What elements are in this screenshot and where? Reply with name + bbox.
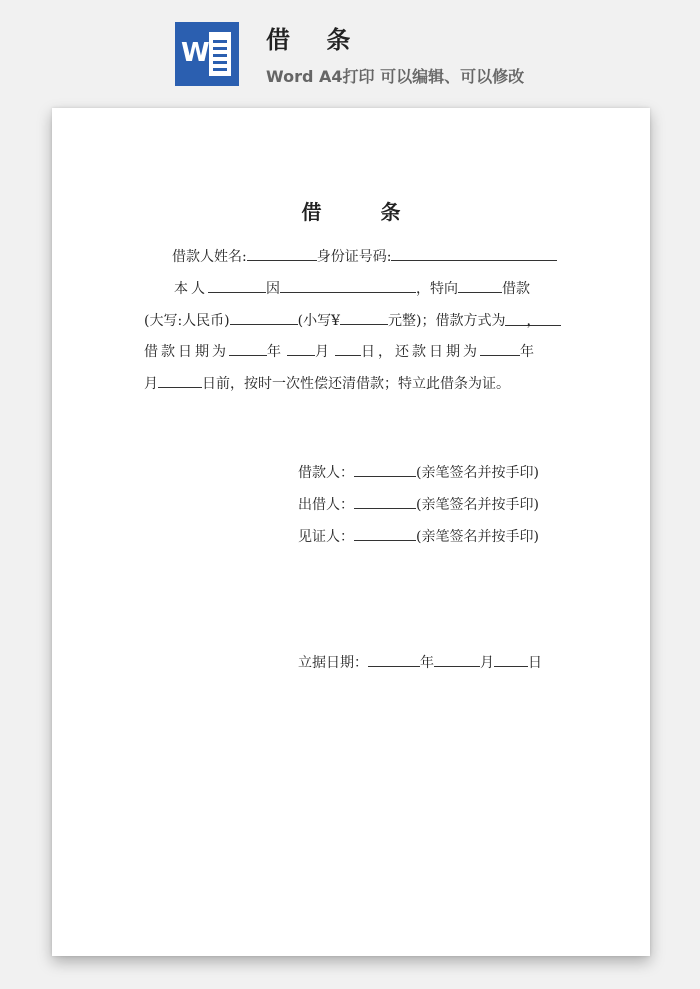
repayment-statement: 日前，按时一次性偿还清借款；特立此借条为证。 [202,376,510,392]
borrow-label: 借款 [502,281,530,297]
document-page [52,108,650,956]
reason-label: 因 [266,281,280,297]
repay-month-blank[interactable] [158,374,202,388]
year-label: 年 [267,344,281,360]
signature-label: 见证人： [298,529,354,545]
borrower-name-blank[interactable] [247,247,317,261]
issue-date-label: 立据日期： [298,655,368,671]
loan-method-label: 元整)；借款方式为 [388,313,506,329]
signature-row [298,527,539,546]
signature-row [298,463,539,482]
borrower-self-blank[interactable] [208,279,266,293]
borrow-day-blank[interactable] [335,342,361,356]
word-icon [175,22,239,86]
loan-reason-line [174,279,530,298]
issue-year-blank[interactable] [368,653,420,667]
borrower-info-line [172,247,557,266]
borrower-name-label: 借款人姓名: [172,249,247,265]
reason-blank[interactable] [280,279,416,293]
header-title: 借 条 [266,26,365,54]
issue-month-label: 月 [480,655,494,671]
repay-year-label: 年 [520,344,534,360]
loan-method-blank[interactable] [505,312,561,329]
id-number-label: 身份证号码: [316,249,392,265]
repay-month-label: 月 [144,376,158,392]
document-page-icon [209,32,231,76]
document-title: 借 条 [301,200,427,224]
repay-year-blank[interactable] [480,342,520,356]
signature-note: (亲笔签名并按手印) [416,497,539,513]
borrow-year-blank[interactable] [229,342,267,356]
header-subtitle: Word A4打印 可以编辑、可以修改 [266,67,525,86]
id-number-blank[interactable] [391,247,557,261]
borrow-date-label: 借款日期为 [144,344,229,360]
lowercase-amount-blank[interactable] [340,311,388,325]
month-label: 月 [315,344,329,360]
issue-day-blank[interactable] [494,653,528,667]
uppercase-amount-label: (大写:人民币) [144,313,230,329]
dates-line [144,342,534,361]
signature-blank[interactable] [354,495,416,509]
word-icon-letter: W [181,38,210,68]
issue-year-label: 年 [420,655,434,671]
repay-date-label: 日，还款日期为 [361,344,480,360]
borrow-month-blank[interactable] [287,342,315,356]
self-label: 本人 [174,281,208,297]
signature-blank[interactable] [354,463,416,477]
signature-note: (亲笔签名并按手印) [416,465,539,481]
signature-label: 出借人： [298,497,354,513]
toward-label: ，特向 [416,281,458,297]
amount-line [144,311,561,330]
repayment-line [144,374,510,393]
signature-label: 借款人： [298,465,354,481]
lender-blank[interactable] [458,279,502,293]
lowercase-amount-label: (小写¥ [297,313,341,329]
loan-method-comma: ， [526,313,541,329]
uppercase-amount-blank[interactable] [230,311,298,325]
issue-day-label: 日 [528,655,542,671]
issue-month-blank[interactable] [434,653,480,667]
issue-date-line [298,653,542,672]
signature-row [298,495,539,514]
signature-note: (亲笔签名并按手印) [416,529,539,545]
signature-blank[interactable] [354,527,416,541]
